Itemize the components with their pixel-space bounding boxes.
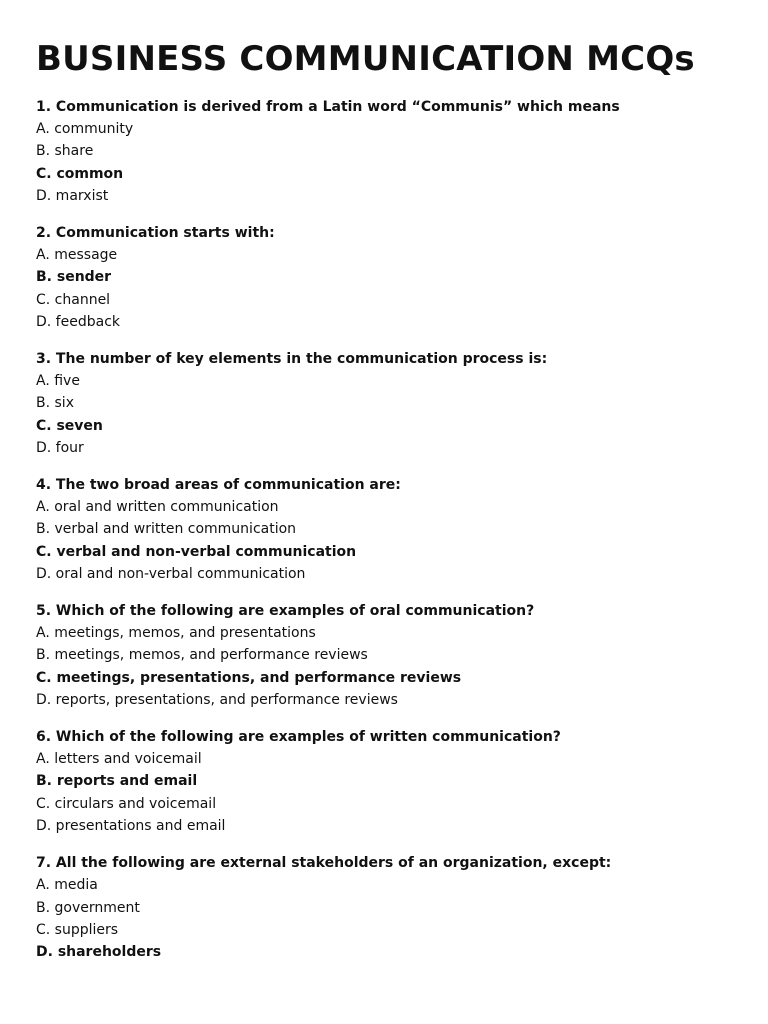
- answer-option: A. message: [36, 247, 118, 264]
- answer-option: D. reports, presentations, and performance reviews: [36, 691, 398, 708]
- answer-option: C. channel: [36, 291, 111, 308]
- answer-option: D. four: [36, 439, 84, 456]
- question-block: [36, 852, 746, 963]
- question-text: 4. The two broad areas of communication are:: [36, 477, 401, 494]
- answer-option: A. community: [36, 121, 134, 138]
- option-list: [36, 496, 746, 585]
- answer-option: B. meetings, memos, and performance reviews: [36, 647, 368, 664]
- answer-option: B. share: [36, 143, 94, 160]
- question-text: 2. Communication starts with:: [36, 225, 275, 242]
- question-block: [36, 348, 746, 459]
- option-list: [36, 244, 746, 333]
- option-list: [36, 370, 746, 459]
- answer-option: D. feedback: [36, 313, 120, 330]
- answer-option: B. verbal and written communication: [36, 521, 297, 538]
- document-page: [36, 36, 746, 978]
- answer-option: D. oral and non-verbal communication: [36, 565, 306, 582]
- question-text: 1. Communication is derived from a Latin word “Communis” which means: [36, 99, 620, 115]
- question-text: 3. The number of key elements in the communication process is:: [36, 351, 548, 368]
- option-list: [36, 874, 746, 963]
- correct-answer-option: B. sender: [36, 269, 112, 286]
- page-title: BUSINESS COMMUNICATION MCQs: [36, 39, 695, 79]
- question-text: 6. Which of the following are examples of written communication?: [36, 729, 561, 746]
- answer-option: D. presentations and email: [36, 817, 226, 834]
- correct-answer-option: C. common: [36, 165, 124, 182]
- answer-option: A. letters and voicemail: [36, 751, 202, 768]
- question-text: 7. All the following are external stakeholders of an organization, except:: [36, 855, 612, 872]
- correct-answer-option: C. verbal and non-verbal communication: [36, 543, 357, 560]
- answer-option: A. media: [36, 877, 98, 894]
- correct-answer-option: C. seven: [36, 417, 103, 434]
- correct-answer-option: B. reports and email: [36, 773, 198, 790]
- question-block: [36, 96, 746, 207]
- question-block: [36, 474, 746, 585]
- answer-option: D. marxist: [36, 187, 109, 204]
- correct-answer-option: C. meetings, presentations, and performance reviews: [36, 669, 462, 686]
- answer-option: C. suppliers: [36, 921, 119, 938]
- answer-option: A. meetings, memos, and presentations: [36, 625, 316, 642]
- answer-option: A. five: [36, 373, 80, 390]
- answer-option: B. government: [36, 899, 140, 916]
- answer-option: B. six: [36, 395, 74, 412]
- answer-option: A. oral and written communication: [36, 499, 279, 516]
- question-list: [36, 96, 746, 963]
- answer-option: C. circulars and voicemail: [36, 795, 217, 812]
- option-list: [36, 622, 746, 711]
- question-block: [36, 600, 746, 711]
- question-text: 5. Which of the following are examples of oral communication?: [36, 603, 535, 620]
- question-block: [36, 222, 746, 333]
- option-list: [36, 118, 746, 207]
- correct-answer-option: D. shareholders: [36, 943, 162, 960]
- option-list: [36, 748, 746, 837]
- question-block: [36, 726, 746, 837]
